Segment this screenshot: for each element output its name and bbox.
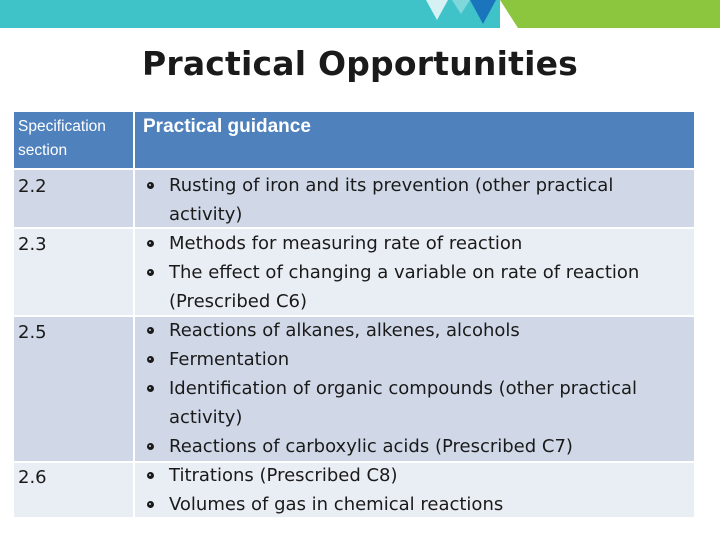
list-item-text: Rusting of iron and its prevention (other practical activity) — [169, 175, 614, 225]
page-title: Practical Opportunities — [141, 44, 579, 83]
section-number: 2.3 — [18, 234, 47, 255]
guidance-list — [135, 171, 691, 519]
bullet-icon — [147, 327, 154, 334]
list-item-text: The effect of changing a variable on rate of reaction (Prescribed C6) — [169, 262, 640, 312]
list-item — [135, 345, 691, 374]
practical-table — [14, 112, 694, 517]
section-number: 2.5 — [18, 322, 47, 343]
list-item — [135, 171, 691, 229]
header-practical-guidance: Practical guidance — [143, 116, 311, 137]
section-number: 2.6 — [18, 467, 47, 488]
table-header — [14, 112, 694, 168]
bullet-icon — [147, 240, 154, 247]
list-item-text: Volumes of gas in chemical reactions — [169, 494, 504, 515]
list-item-text: Reactions of alkanes, alkenes, alcohols — [169, 320, 520, 341]
bullet-icon — [147, 356, 154, 363]
row-divider — [14, 168, 694, 170]
bullet-icon — [147, 501, 154, 508]
bullet-icon — [147, 269, 154, 276]
list-item-text: Identification of organic compounds (other practical activity) — [169, 378, 638, 428]
bullet-icon — [147, 472, 154, 479]
list-item — [135, 374, 691, 432]
bullet-icon — [147, 385, 154, 392]
list-item-text: Methods for measuring rate of reaction — [169, 233, 523, 254]
list-item — [135, 461, 691, 490]
top-bar-green — [500, 0, 720, 28]
list-item — [135, 490, 691, 519]
list-item — [135, 258, 691, 316]
top-bar-teal — [0, 0, 500, 28]
list-item — [135, 316, 691, 345]
list-item-text: Reactions of carboxylic acids (Prescribed C7) — [169, 436, 573, 457]
bullet-icon — [147, 182, 154, 189]
list-item — [135, 229, 691, 258]
header-specification-section: Specification section — [18, 118, 106, 159]
section-number: 2.2 — [18, 176, 47, 197]
list-item-text: Titrations (Prescribed C8) — [169, 465, 398, 486]
top-bar-graphic — [0, 0, 720, 28]
bullet-icon — [147, 443, 154, 450]
list-item-text: Fermentation — [169, 349, 290, 370]
top-decorative-bar — [0, 0, 720, 28]
list-item — [135, 432, 691, 461]
